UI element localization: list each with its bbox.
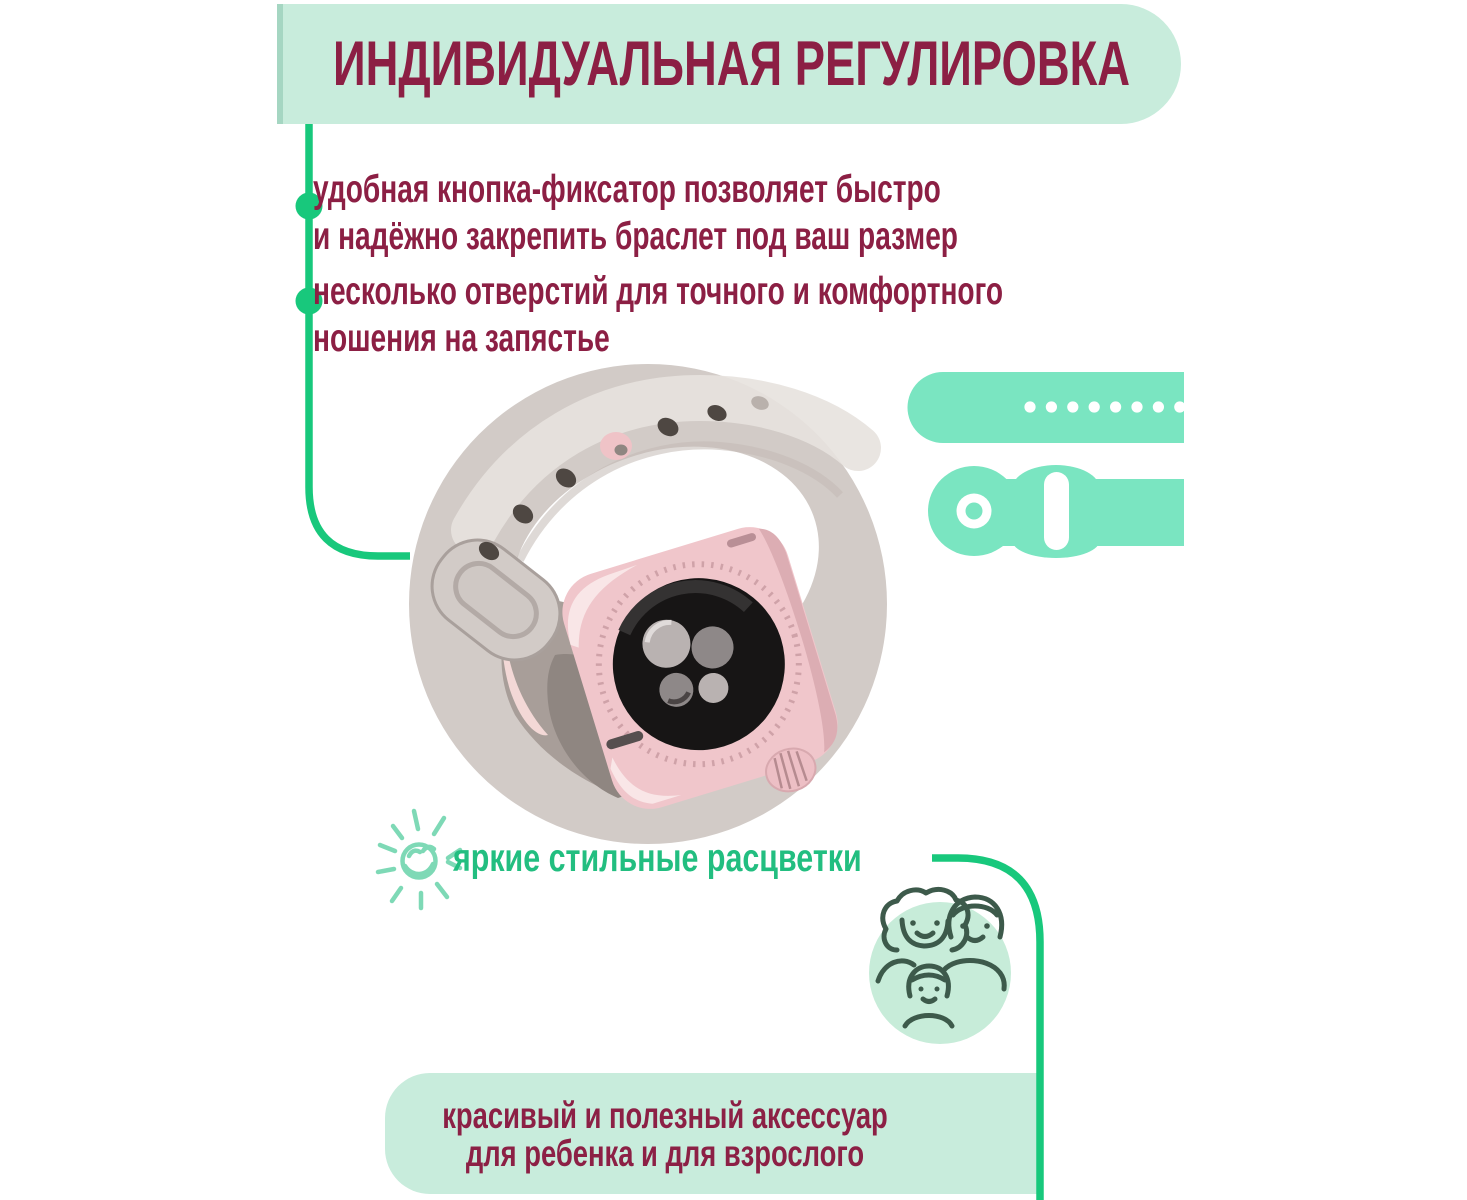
- sun-smiley-icon: [378, 811, 460, 908]
- child-smile: [923, 999, 935, 1002]
- family-icon: [869, 889, 1011, 1044]
- pink-band-hole: [600, 432, 632, 460]
- footer-line: для ребенка и для взрослого: [465, 1133, 865, 1174]
- bullet-line: ношения на запястье: [313, 317, 610, 360]
- footer-text: [439, 1097, 890, 1173]
- colors-highlight-label: яркие стильные расцветки: [453, 837, 862, 880]
- bullet-line: и надёжно закрепить браслет под ваш размер: [313, 215, 958, 258]
- bullet-line: несколько отверстий для точного и комфортного: [313, 270, 1004, 313]
- bullet-line: удобная кнопка-фиксатор позволяет быстро: [313, 168, 941, 211]
- bullet-text-fixator: [313, 166, 958, 260]
- watch-strap-holes-illustration: [907, 372, 1185, 443]
- footer-banner: [385, 1073, 1042, 1194]
- header-banner: [277, 4, 1181, 124]
- watch-back-photo-illustration: [409, 364, 887, 844]
- page-title: ИНДИВИДУАЛЬНАЯ РЕГУЛИРОВКА: [333, 29, 1131, 99]
- bullet-text-holes: [313, 268, 1003, 362]
- footer-line: красивый и полезный аксессуар: [442, 1095, 888, 1136]
- watch-strap-pin-illustration: [928, 465, 1184, 558]
